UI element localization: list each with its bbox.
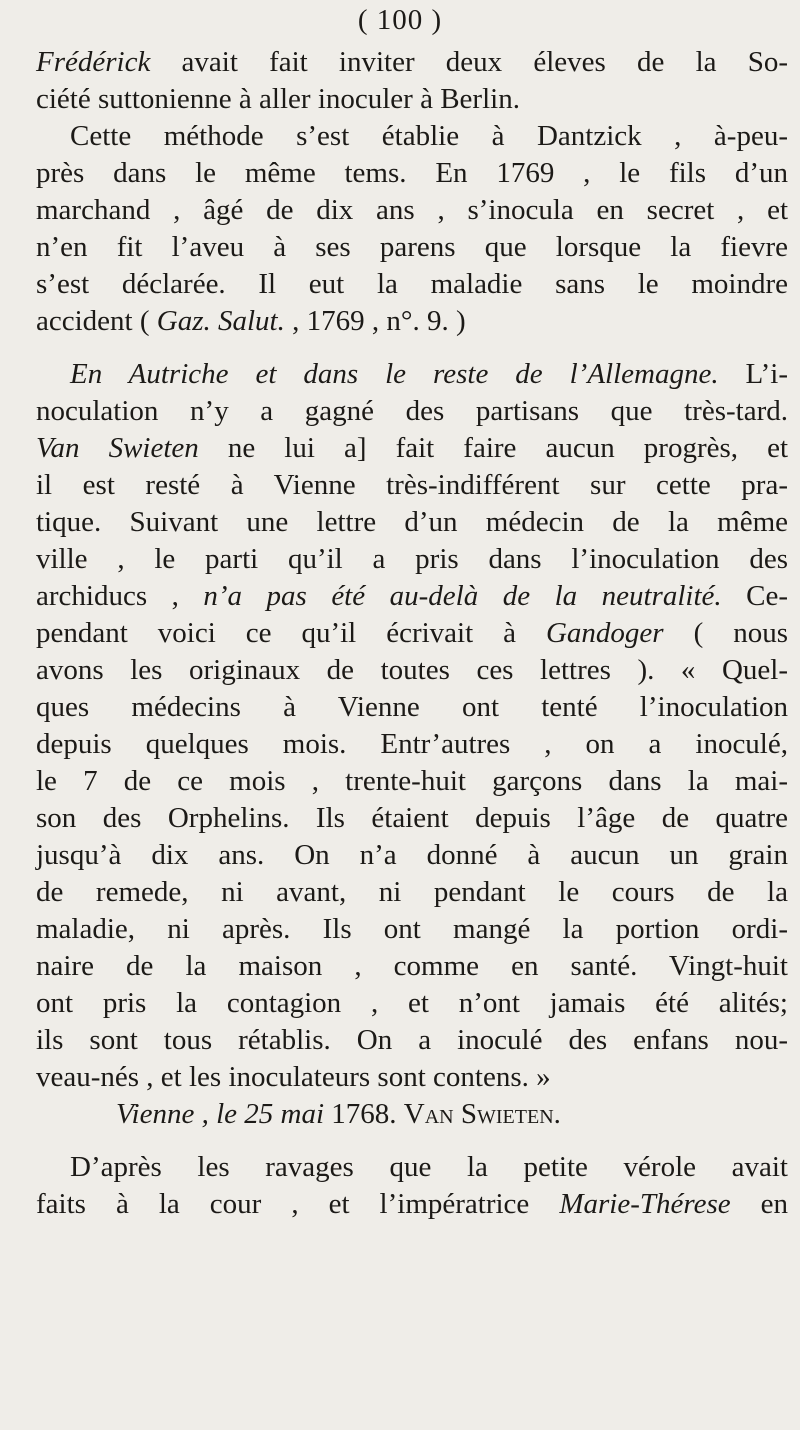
- text-line: [36, 1059, 788, 1096]
- italic-text: Van Swieten: [36, 432, 199, 464]
- italic-text: Gaz. Salut.: [156, 305, 285, 337]
- text-segment: veau-nés , et les inoculateurs sont contens. »: [36, 1061, 551, 1093]
- text-segment: naire de la maison , comme en santé. Vingt-huit: [36, 950, 788, 982]
- text-segment: maladie, ni après. Ils ont mangé la portion ordi-: [36, 913, 788, 945]
- text-segment: D’après les ravages que la petite vérole avait: [70, 1151, 788, 1183]
- signature-line: [36, 1096, 788, 1133]
- paragraph-gap: [36, 1133, 788, 1149]
- text-line: [36, 726, 788, 763]
- text-line: [36, 504, 788, 541]
- italic-text: Frédérick: [36, 46, 151, 78]
- text-segment: en: [730, 1188, 789, 1220]
- text-segment: Cette méthode s’est établie à Dantzick , à-peu-: [70, 120, 788, 152]
- text-segment: archiducs ,: [36, 580, 204, 612]
- text-line: [36, 303, 788, 340]
- text-line: [36, 763, 788, 800]
- text-line: [36, 541, 788, 578]
- text-segment: L’i-: [718, 358, 788, 390]
- text-segment: tique. Suivant une lettre d’un médecin de la même: [36, 506, 788, 538]
- text-line: [36, 266, 788, 303]
- text-line: [36, 155, 788, 192]
- text-line: [36, 44, 788, 81]
- text-segment: de remede, ni avant, ni pendant le cours de la: [36, 876, 788, 908]
- text-segment: s’est déclarée. Il eut la maladie sans le moindre: [36, 268, 788, 300]
- text-segment: n’en fit l’aveu à ses parens que lorsque la fievre: [36, 231, 788, 263]
- text-line: [36, 467, 788, 504]
- page-number: ( 100 ): [357, 4, 443, 36]
- text-line: [36, 81, 788, 118]
- text-segment: pendant voici ce qu’il écrivait à: [36, 617, 546, 649]
- text-line: [36, 393, 788, 430]
- text-line: [36, 652, 788, 689]
- text-line: [36, 192, 788, 229]
- text-segment: Ce-: [721, 580, 789, 612]
- text-line: [36, 985, 788, 1022]
- paragraph-gap: [36, 340, 788, 356]
- text-segment: ont pris la contagion , et n’ont jamais été alités;: [36, 987, 788, 1019]
- text-line: [36, 874, 788, 911]
- text-line: [36, 118, 788, 155]
- text-line: [36, 1186, 788, 1223]
- text-segment: près dans le même tems. En 1769 , le fils d’un: [36, 157, 788, 189]
- text-line: [36, 948, 788, 985]
- text-line: [36, 837, 788, 874]
- text-segment: jusqu’à dix ans. On n’a donné à aucun un grain: [36, 839, 788, 871]
- text-segment: 1768.: [324, 1098, 404, 1130]
- text-line: [36, 229, 788, 266]
- text-line: [36, 1022, 788, 1059]
- italic-text: n’a pas été au-delà de la neutralité.: [203, 580, 722, 612]
- text-segment: il est resté à Vienne très-indifférent sur cette pra-: [36, 469, 788, 501]
- text-segment: ne lui a] fait faire aucun progrès, et: [198, 432, 789, 464]
- text-segment: avons les originaux de toutes ces lettres ). « Quel-: [36, 654, 788, 686]
- text-line: [36, 800, 788, 837]
- italic-text: Marie-Thérese: [559, 1188, 731, 1220]
- text-segment: ville , le parti qu’il a pris dans l’inoculation des: [36, 543, 788, 575]
- text-segment: ques médecins à Vienne ont tenté l’inoculation: [36, 691, 788, 723]
- italic-text: Gandoger: [545, 617, 664, 649]
- small-caps-text: Van Swieten.: [403, 1098, 561, 1130]
- text-segment: avait fait inviter deux éleves de la So-: [150, 46, 788, 78]
- text-segment: ( nous: [663, 617, 788, 649]
- italic-text: Vienne , le 25 mai: [116, 1098, 325, 1130]
- text-line: [36, 1149, 788, 1186]
- text-line: [36, 578, 788, 615]
- text-segment: son des Orphelins. Ils étaient depuis l’âge de quatre: [36, 802, 788, 834]
- text-segment: accident (: [36, 305, 157, 337]
- text-segment: ils sont tous rétablis. On a inoculé des enfans nou-: [36, 1024, 788, 1056]
- text-line: [36, 615, 788, 652]
- text-line: [36, 356, 788, 393]
- text-segment: le 7 de ce mois , trente-huit garçons dans la mai-: [36, 765, 788, 797]
- text-segment: noculation n’y a gagné des partisans que très-tard.: [36, 395, 788, 427]
- text-segment: depuis quelques mois. Entr’autres , on a inoculé,: [36, 728, 788, 760]
- text-segment: ciété suttonienne à aller inoculer à Berlin.: [36, 83, 520, 115]
- text-line: [36, 911, 788, 948]
- body-text: [36, 44, 788, 1223]
- text-segment: , 1769 , n°. 9. ): [284, 305, 466, 337]
- italic-text: En Autriche et dans le reste de l’Allemagne.: [70, 358, 719, 390]
- text-line: [36, 430, 788, 467]
- text-segment: faits à la cour , et l’impératrice: [36, 1188, 560, 1220]
- text-line: [36, 689, 788, 726]
- text-segment: marchand , âgé de dix ans , s’inocula en secret , et: [36, 194, 788, 226]
